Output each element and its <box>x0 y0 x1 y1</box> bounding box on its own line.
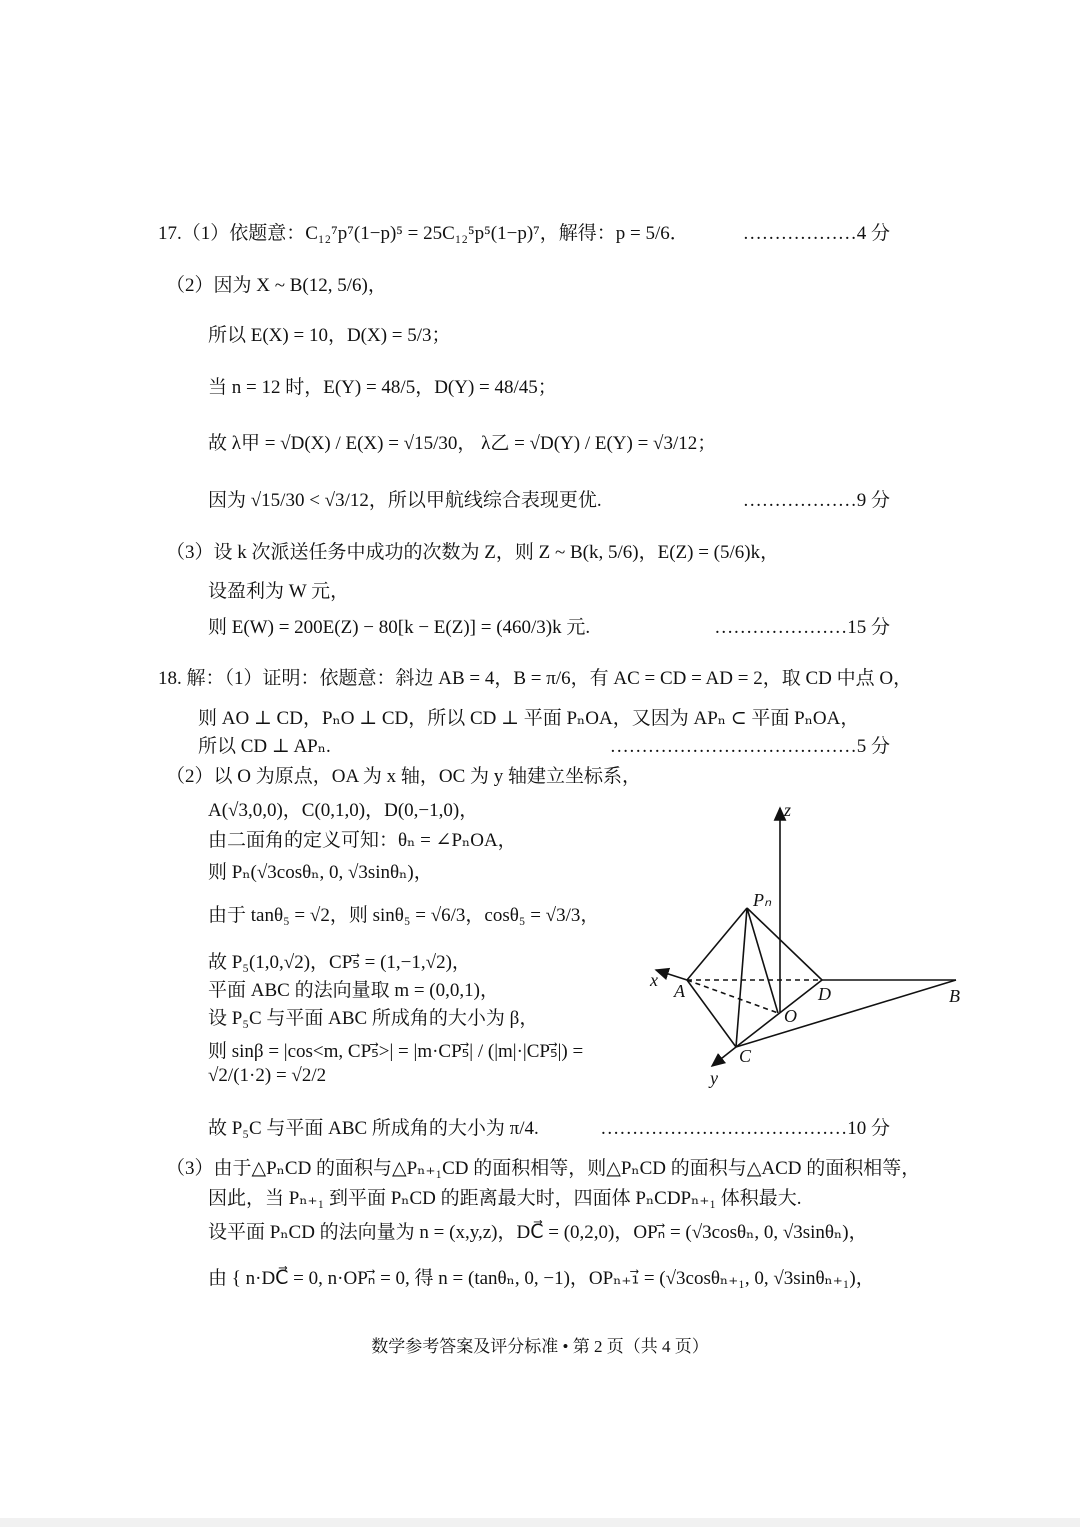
q18-part3: （3）由于△PₙCD 的面积与△Pₙ₊₁CD 的面积相等，则△PₙCD 的面积与△ACD 的面积相等， <box>166 1158 921 1179</box>
q17-part3: （3）设 k 次派送任务中成功的次数为 Z，则 Z ~ B(k, 5/6)，E(Z) = (5/6)k， <box>166 542 780 563</box>
score-4: ………………4 分 <box>742 223 890 244</box>
q17-compare: 因为 √15/30 < √3/12，所以甲航线综合表现更优. <box>208 490 602 511</box>
q18-theta: 由二面角的定义可知：θₙ = ∠PₙOA， <box>208 830 517 851</box>
q17-ew-row <box>208 616 890 640</box>
q17-part1-row <box>158 222 890 246</box>
q18-conclude: 所以 CD ⊥ APₙ. <box>198 736 331 757</box>
page-bottom-edge <box>0 1518 1080 1527</box>
q18-part1: 18. 解：（1）证明：依题意：斜边 AB = 4，B = π/6，有 AC = CD = AD = 2，取 CD 中点 O， <box>158 668 913 689</box>
y-axis <box>712 1047 736 1066</box>
q18-beta: 设 P₅C 与平面 ABC 所成角的大小为 β， <box>208 1008 539 1029</box>
q18-sinbeta: 则 sinβ = |cos<m, CP₅⃗>| = |m·CP₅⃗| / (|m|·|CP₅⃗|) = √2/(1·2) = √2/2 <box>208 1041 584 1086</box>
edge-pn-a <box>687 908 747 980</box>
score-15: …………………15 分 <box>714 617 890 638</box>
label-o: O <box>784 1006 797 1026</box>
q17-part2-intro: （2）因为 X ~ B(12, 5/6)， <box>166 275 387 296</box>
q17-profit: 设盈利为 W 元， <box>208 581 350 602</box>
label-d: D <box>818 984 831 1004</box>
q18-pn: 则 Pₙ(√3cosθₙ, 0, √3sinθₙ)， <box>208 862 433 883</box>
score-9: ………………9 分 <box>742 490 890 511</box>
x-axis <box>656 970 687 980</box>
label-pn: Pₙ <box>753 890 772 910</box>
q18-normal-n: 设平面 PₙCD 的法向量为 n = (x,y,z)，DC⃗ = (0,2,0)，OPₙ⃗ = (√3cosθₙ, 0, √3sinθₙ)， <box>208 1222 868 1243</box>
label-z: z <box>784 800 792 820</box>
q18-angle: 故 P₅C 与平面 ABC 所成角的大小为 π/4. <box>208 1118 539 1139</box>
q18-tan: 由于 tanθ₅ = √2，则 sinθ₅ = √6/3，cosθ₅ = √3/3， <box>208 905 600 926</box>
label-c: C <box>739 1046 752 1066</box>
label-a: A <box>674 981 685 1001</box>
q17-ex-dx: 所以 E(X) = 10，D(X) = 5/3； <box>208 325 451 346</box>
q18-normal: 平面 ABC 的法向量取 m = (0,0,1)， <box>208 980 499 1001</box>
edge-pn-c <box>736 908 747 1047</box>
q18-conclude-row <box>198 735 890 759</box>
q18-coords: A(√3,0,0)，C(0,1,0)，D(0,−1,0)， <box>208 800 479 821</box>
label-b: B <box>949 986 960 1006</box>
edge-c-d <box>736 980 822 1047</box>
label-y: y <box>710 1068 718 1088</box>
q17-compare-row <box>208 489 890 513</box>
edge-a-o-dashed <box>687 980 778 1013</box>
page-footer: 数学参考答案及评分标准 • 第 2 页（共 4 页） <box>371 1337 709 1356</box>
edge-c-b <box>736 980 956 1047</box>
edge-a-c <box>687 980 736 1047</box>
geometry-diagram <box>640 795 970 1095</box>
q18-system: 由 { n·DC⃗ = 0, n·OPₙ⃗ = 0, 得 n = (tanθₙ, 0, −1)，OPₙ₊₁⃗ = (√3cosθₙ₊₁, 0, √3sinθₙ₊₁)， <box>208 1268 875 1289</box>
q18-p5: 故 P₅(1,0,√2)，CP₅⃗ = (1,−1,√2)， <box>208 952 471 973</box>
score-10: …………………………………10 分 <box>600 1118 890 1139</box>
q17-lambda: 故 λ甲 = √D(X) / E(X) = √15/30， λ乙 = √D(Y) / E(Y) = √3/12； <box>208 433 717 454</box>
q18-angle-row <box>208 1117 890 1141</box>
q18-max: 因此，当 Pₙ₊₁ 到平面 PₙCD 的距离最大时，四面体 PₙCDPₙ₊₁ 体积最大. <box>208 1188 802 1209</box>
q17-ew: 则 E(W) = 200E(Z) − 80[k − E(Z)] = (460/3)k 元. <box>208 617 591 638</box>
q17-part1: 17.（1）依题意：C₁₂⁷p⁷(1−p)⁵ = 25C₁₂⁵p⁵(1−p)⁷，解得：p = 5/6． <box>158 223 689 244</box>
label-x: x <box>650 970 658 990</box>
q17-ey-dy: 当 n = 12 时，E(Y) = 48/5，D(Y) = 48/45； <box>208 377 557 398</box>
score-5: …………………………………5 分 <box>609 736 890 757</box>
q18-perp: 则 AO ⊥ CD，PₙO ⊥ CD，所以 CD ⊥ 平面 PₙOA，又因为 APₙ ⊂ 平面 PₙOA， <box>198 708 860 729</box>
q18-part2: （2）以 O 为原点，OA 为 x 轴，OC 为 y 轴建立坐标系， <box>166 766 642 787</box>
